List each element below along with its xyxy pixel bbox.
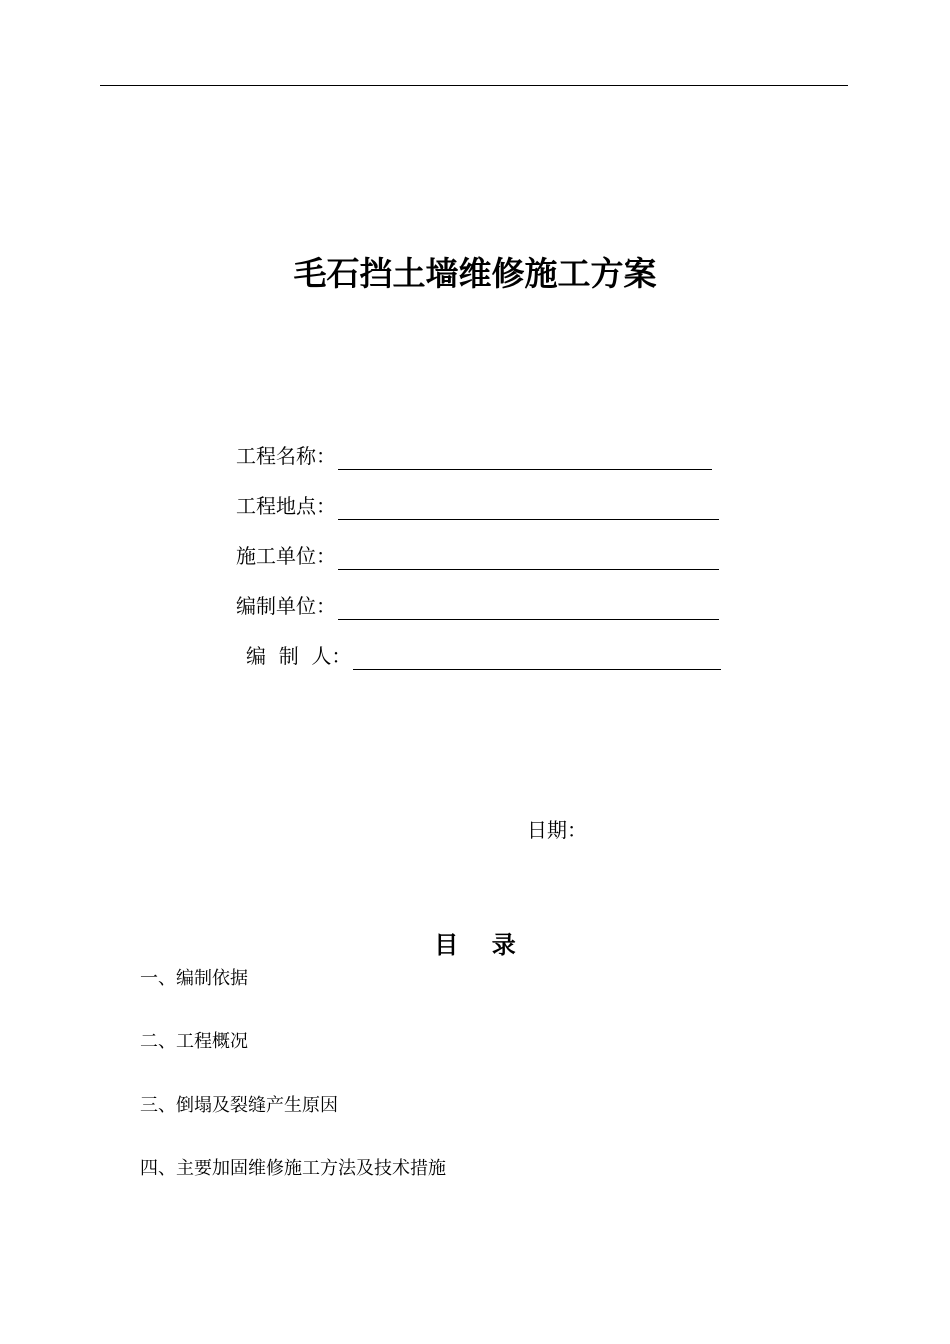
field-project-name [236,440,712,470]
field-label: 编 制 人： [246,644,352,668]
field-compiler [246,640,721,670]
document-title: 毛石挡土墙维修施工方案 [293,254,657,293]
blank-line [338,545,719,570]
blank-line [338,445,712,470]
field-label: 施工单位： [236,544,336,568]
field-construction-unit [236,540,719,570]
toc-title: 目 录 [434,930,516,959]
toc-item: 四、主要加固维修施工方法及技术措施 [140,1158,446,1179]
field-compiling-unit [236,590,719,620]
blank-line [338,595,719,620]
toc-item: 三、倒塌及裂缝产生原因 [140,1095,338,1116]
field-label: 工程名称： [236,444,336,468]
header-rule [100,85,848,86]
field-project-location [236,490,719,520]
field-label: 工程地点： [236,494,336,518]
toc-item: 二、工程概况 [140,1031,248,1052]
toc-item: 一、编制依据 [140,968,248,989]
blank-line [338,495,719,520]
blank-line [353,645,721,670]
field-label: 编制单位： [236,594,336,618]
date-label: 日期： [527,818,587,842]
